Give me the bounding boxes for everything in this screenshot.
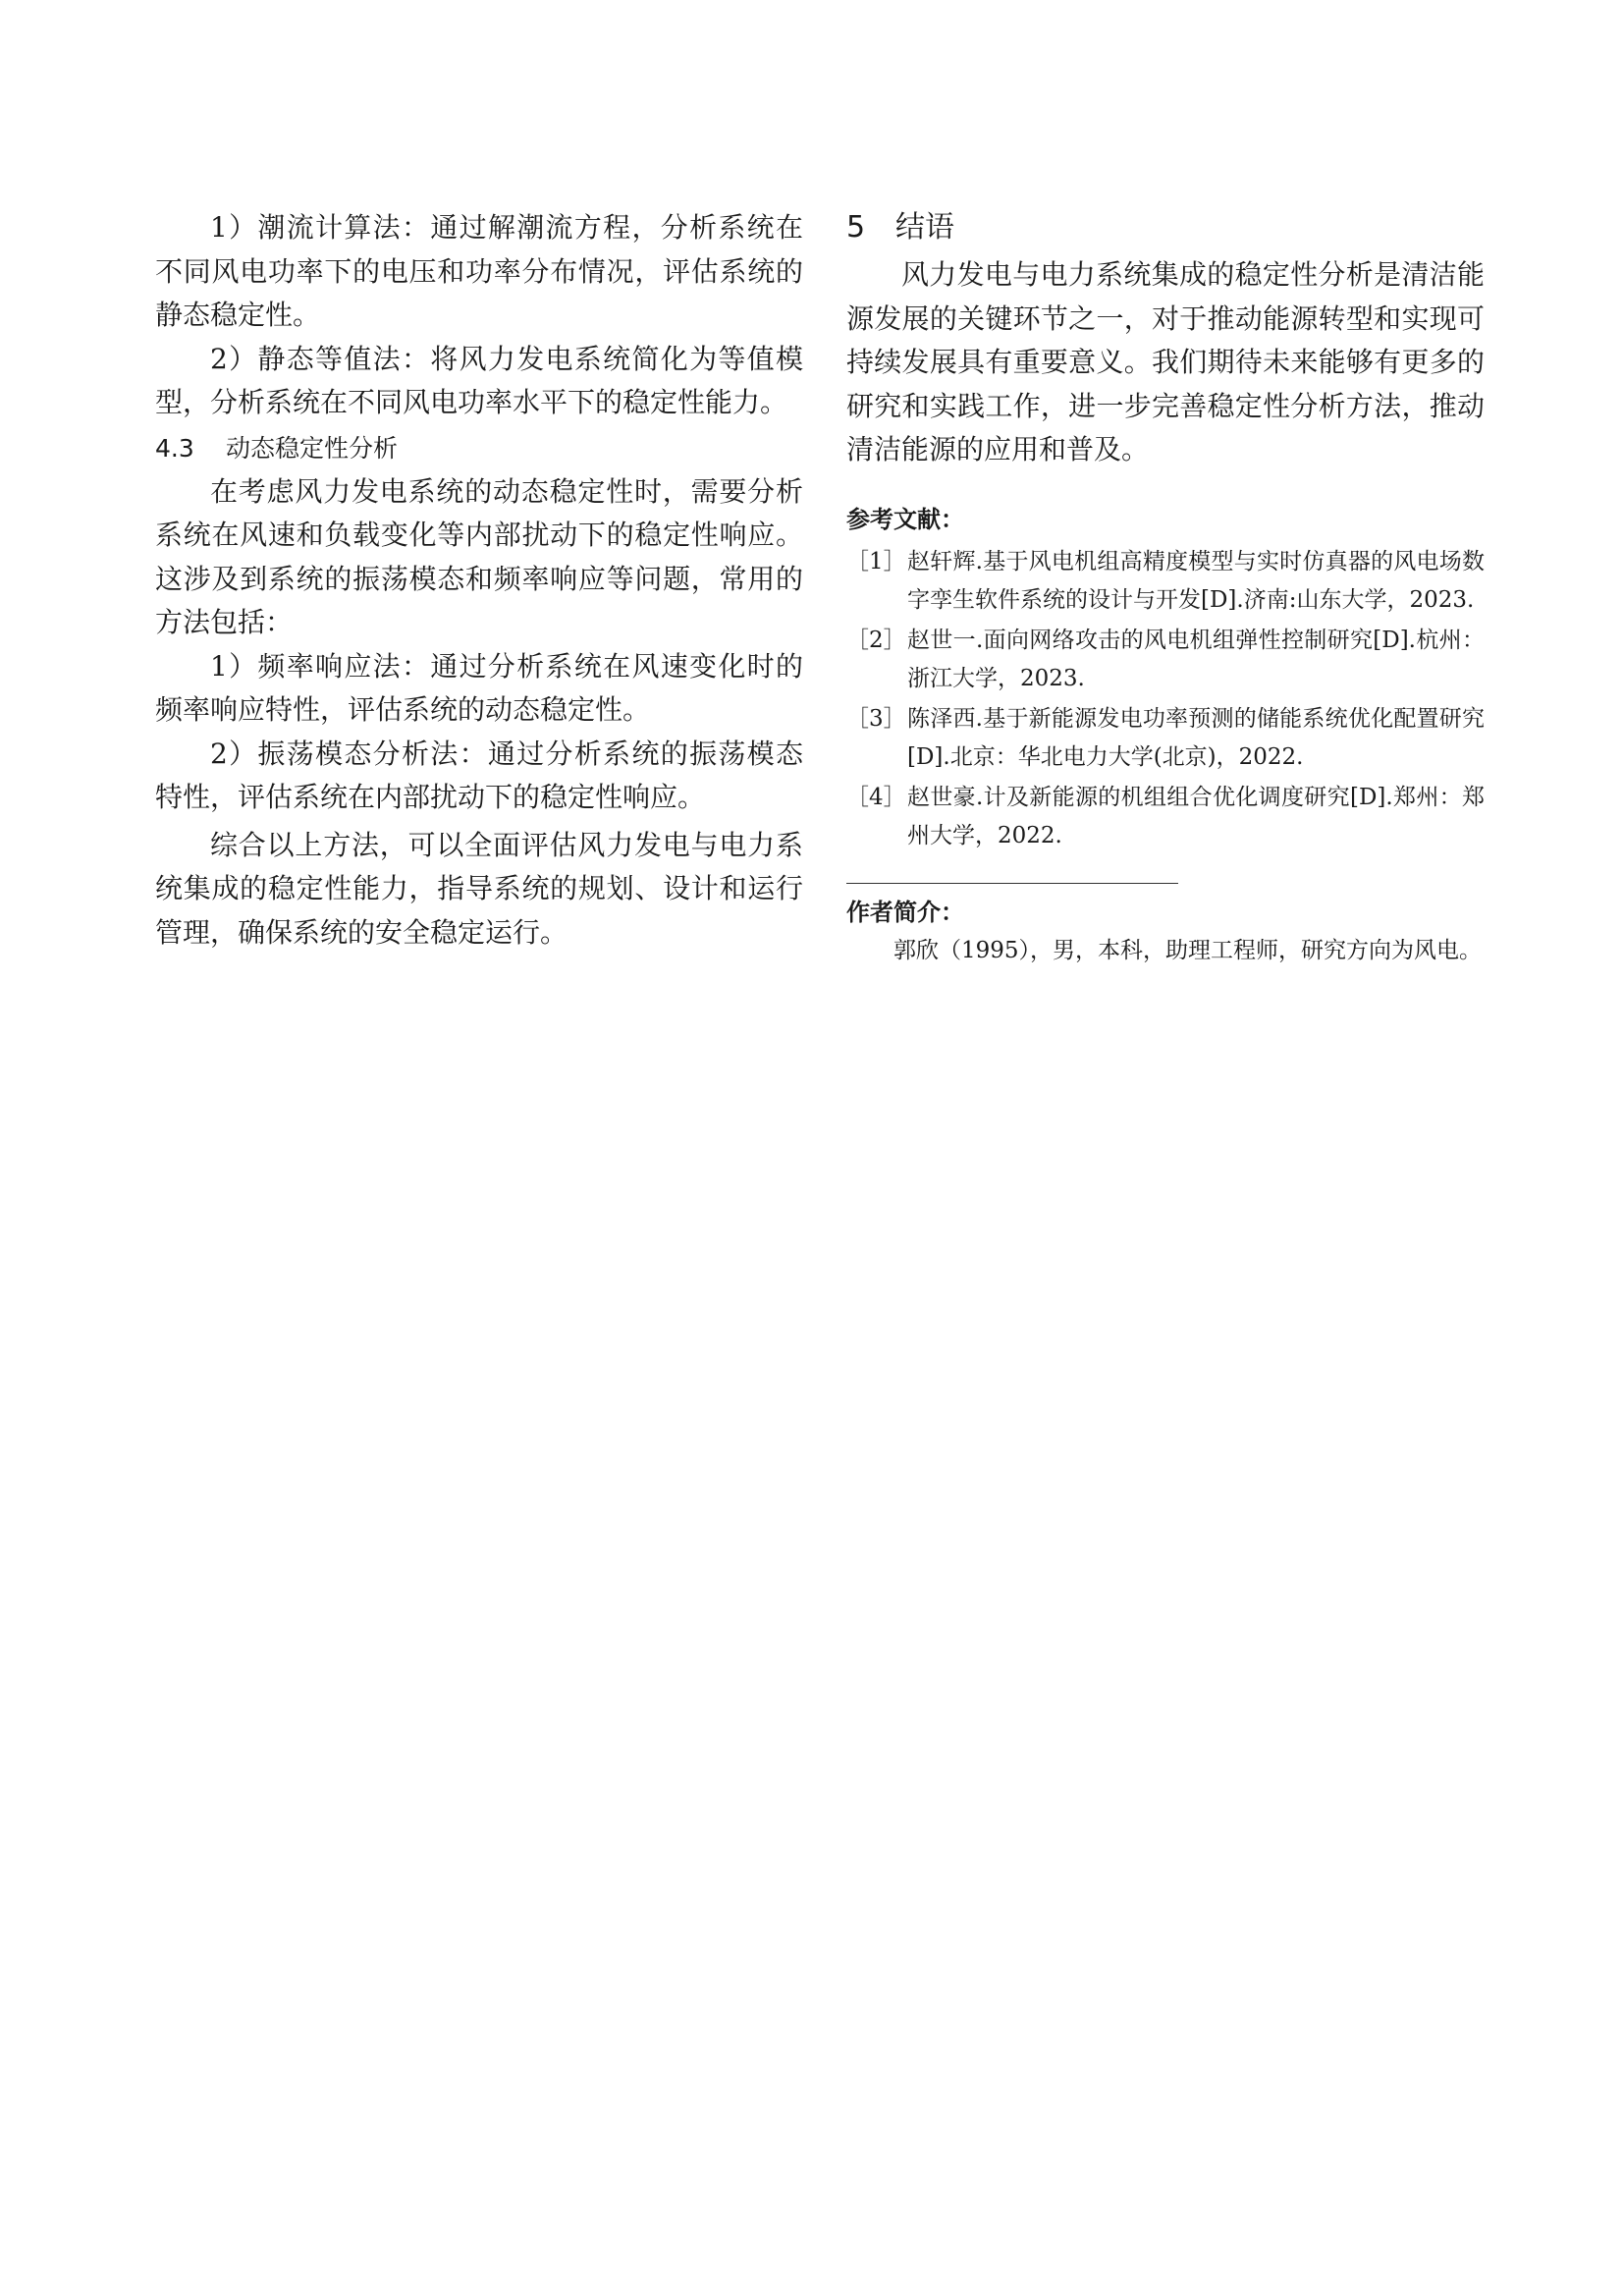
paragraph-oscillation-mode: 2）振荡模态分析法：通过分析系统的振荡模态特性，评估系统在内部扰动下的稳定性响应。	[155, 737, 803, 813]
reference-number: ［1］	[846, 548, 906, 574]
reference-text: 赵世一.面向网络攻击的风电机组弹性控制研究[D].杭州：浙江大学，2023.	[907, 627, 1485, 691]
paragraph-dynamic-intro: 在考虑风力发电系统的动态稳定性时，需要分析系统在风速和负载变化等内部扰动下的稳定性响应。这涉及到系统的振荡模态和频率响应等问题，常用的方法包括：	[155, 474, 803, 638]
references-list	[846, 543, 1485, 855]
section-heading-4-3	[155, 427, 803, 470]
reference-item	[846, 700, 1485, 777]
references-title: 参考文献：	[846, 505, 964, 533]
section-heading-5	[846, 206, 1485, 249]
reference-item	[846, 622, 1485, 698]
right-column	[846, 206, 1485, 970]
reference-item	[846, 779, 1485, 855]
footnote-divider	[846, 883, 1178, 884]
left-column	[155, 206, 803, 955]
reference-number: ［2］	[846, 627, 906, 653]
author-bio-title: 作者简介：	[846, 898, 964, 926]
paragraph-frequency-response: 1）频率响应法：通过分析系统在风速变化时的频率响应特性，评估系统的动态稳定性。	[155, 649, 803, 726]
reference-number: ［3］	[846, 705, 906, 732]
reference-item	[846, 543, 1485, 620]
section-title: 结语	[895, 210, 954, 245]
paragraph-conclusion: 风力发电与电力系统集成的稳定性分析是清洁能源发展的关键环节之一，对于推动能源转型和实现可持续发展具有重要意义。我们期待未来能够有更多的研究和实践工作，进一步完善稳定性分析方法，推动清洁能源的应用和普及。	[846, 258, 1485, 465]
reference-text: 赵世豪.计及新能源的机组组合优化调度研究[D].郑州：郑州大学，2022.	[907, 784, 1485, 848]
reference-text: 陈泽西.基于新能源发电功率预测的储能系统优化配置研究[D].北京：华北电力大学(北京)，2022.	[907, 705, 1485, 770]
reference-text: 赵轩辉.基于风电机组高精度模型与实时仿真器的风电场数字孪生软件系统的设计与开发[D].济南:山东大学，2023.	[907, 548, 1485, 613]
section-title: 动态稳定性分析	[226, 433, 399, 463]
paragraph-summary: 综合以上方法，可以全面评估风力发电与电力系统集成的稳定性能力，指导系统的规划、设计和运行管理，确保系统的安全稳定运行。	[155, 828, 803, 949]
section-number: 5	[846, 210, 866, 245]
section-number: 4.3	[155, 433, 194, 463]
author-bio-text: 郭欣（1995），男，本科，助理工程师，研究方向为风电。	[893, 937, 1483, 963]
reference-number: ［4］	[846, 784, 906, 810]
paragraph-power-flow: 1）潮流计算法：通过解潮流方程，分析系统在不同风电功率下的电压和功率分布情况，评估系统的静态稳定性。	[155, 211, 803, 331]
paragraph-static-equivalent: 2）静态等值法：将风力发电系统简化为等值模型，分析系统在不同风电功率水平下的稳定性能力。	[155, 342, 803, 418]
